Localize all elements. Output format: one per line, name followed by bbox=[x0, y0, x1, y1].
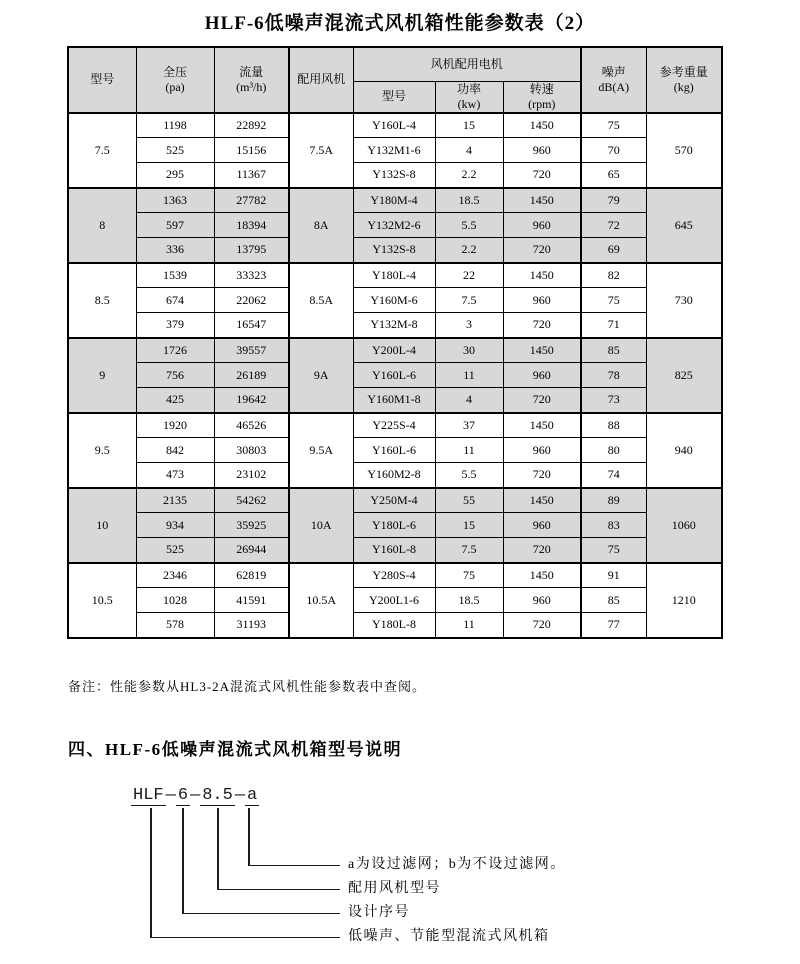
fan-cell: 9.5A bbox=[289, 413, 353, 488]
speed-cell: 960 bbox=[503, 288, 581, 313]
motor-model-cell: Y160M-6 bbox=[353, 288, 435, 313]
pressure-cell: 473 bbox=[136, 463, 214, 488]
connector-line-vertical-2 bbox=[182, 808, 184, 914]
model-code-dash: — bbox=[165, 786, 176, 805]
pressure-cell: 842 bbox=[136, 438, 214, 463]
flow-cell: 46526 bbox=[214, 413, 289, 438]
model-code-series: 6 bbox=[177, 786, 189, 805]
header-row-1 bbox=[68, 47, 722, 81]
connector-line-vertical-1 bbox=[150, 808, 152, 938]
table-row bbox=[68, 563, 722, 588]
motor-model-cell: Y250M-4 bbox=[353, 488, 435, 513]
noise-cell: 79 bbox=[581, 188, 646, 213]
table-row bbox=[68, 513, 722, 538]
noise-cell: 85 bbox=[581, 588, 646, 613]
noise-cell: 69 bbox=[581, 238, 646, 263]
col-header-noise: 噪声 dB(A) bbox=[581, 47, 646, 113]
power-cell: 37 bbox=[435, 413, 503, 438]
speed-cell: 720 bbox=[503, 613, 581, 638]
pressure-cell: 1920 bbox=[136, 413, 214, 438]
flow-cell: 23102 bbox=[214, 463, 289, 488]
power-cell: 4 bbox=[435, 138, 503, 163]
fan-cell: 8.5A bbox=[289, 263, 353, 338]
motor-model-cell: Y160L-4 bbox=[353, 113, 435, 138]
flow-cell: 33323 bbox=[214, 263, 289, 288]
speed-cell: 1450 bbox=[503, 188, 581, 213]
model-cell: 10.5 bbox=[68, 563, 136, 638]
table-row bbox=[68, 113, 722, 138]
table-row bbox=[68, 163, 722, 188]
pressure-cell: 756 bbox=[136, 363, 214, 388]
flow-cell: 13795 bbox=[214, 238, 289, 263]
model-cell: 9.5 bbox=[68, 413, 136, 488]
fan-cell: 10A bbox=[289, 488, 353, 563]
pressure-cell: 336 bbox=[136, 238, 214, 263]
table-row bbox=[68, 263, 722, 288]
model-code-dash: — bbox=[234, 786, 246, 805]
callout-label-box-type: 低噪声、节能型混流式风机箱 bbox=[348, 929, 550, 944]
motor-model-cell: Y180M-4 bbox=[353, 188, 435, 213]
flow-cell: 54262 bbox=[214, 488, 289, 513]
fan-cell: 8A bbox=[289, 188, 353, 263]
noise-cell: 73 bbox=[581, 388, 646, 413]
speed-cell: 720 bbox=[503, 388, 581, 413]
power-cell: 18.5 bbox=[435, 588, 503, 613]
fan-cell: 10.5A bbox=[289, 563, 353, 638]
col-header-fan: 配用风机 bbox=[289, 47, 353, 113]
noise-cell: 85 bbox=[581, 338, 646, 363]
table-row bbox=[68, 388, 722, 413]
footnote: 备注：性能参数从HL3-2A混流式风机性能参数表中查阅。 bbox=[68, 679, 427, 694]
table-row bbox=[68, 288, 722, 313]
table-row bbox=[68, 463, 722, 488]
weight-cell: 1210 bbox=[646, 563, 722, 638]
weight-cell: 1060 bbox=[646, 488, 722, 563]
model-cell: 7.5 bbox=[68, 113, 136, 188]
table-row bbox=[68, 438, 722, 463]
model-cell: 10 bbox=[68, 488, 136, 563]
power-cell: 30 bbox=[435, 338, 503, 363]
table-row bbox=[68, 613, 722, 638]
motor-model-cell: Y180L-6 bbox=[353, 513, 435, 538]
motor-model-cell: Y160L-8 bbox=[353, 538, 435, 563]
flow-cell: 16547 bbox=[214, 313, 289, 338]
noise-cell: 75 bbox=[581, 288, 646, 313]
col-header-motor-model: 型号 bbox=[353, 81, 435, 113]
flow-cell: 39557 bbox=[214, 338, 289, 363]
callout-label-filter: a为设过滤网；b为不设过滤网。 bbox=[348, 857, 566, 872]
flow-cell: 11367 bbox=[214, 163, 289, 188]
col-header-power: 功率 (kw) bbox=[435, 81, 503, 113]
pressure-cell: 1363 bbox=[136, 188, 214, 213]
noise-cell: 72 bbox=[581, 213, 646, 238]
motor-model-cell: Y200L-4 bbox=[353, 338, 435, 363]
flow-cell: 19642 bbox=[214, 388, 289, 413]
power-cell: 11 bbox=[435, 438, 503, 463]
table-row bbox=[68, 138, 722, 163]
motor-model-cell: Y200L1-6 bbox=[353, 588, 435, 613]
pressure-cell: 525 bbox=[136, 138, 214, 163]
noise-cell: 74 bbox=[581, 463, 646, 488]
noise-cell: 83 bbox=[581, 513, 646, 538]
pressure-cell: 934 bbox=[136, 513, 214, 538]
speed-cell: 1450 bbox=[503, 488, 581, 513]
power-cell: 11 bbox=[435, 363, 503, 388]
speed-cell: 1450 bbox=[503, 563, 581, 588]
section-heading: 四、HLF-6低噪声混流式风机箱型号说明 bbox=[68, 740, 403, 759]
pressure-cell: 597 bbox=[136, 213, 214, 238]
flow-cell: 22892 bbox=[214, 113, 289, 138]
power-cell: 75 bbox=[435, 563, 503, 588]
speed-cell: 960 bbox=[503, 363, 581, 388]
connector-line-vertical-3 bbox=[217, 808, 219, 890]
pressure-cell: 2346 bbox=[136, 563, 214, 588]
model-code-prefix: HLF bbox=[133, 786, 164, 805]
pressure-cell: 525 bbox=[136, 538, 214, 563]
flow-cell: 30803 bbox=[214, 438, 289, 463]
connector-line-horizontal-1 bbox=[150, 937, 340, 939]
motor-model-cell: Y132M-8 bbox=[353, 313, 435, 338]
noise-cell: 82 bbox=[581, 263, 646, 288]
weight-cell: 940 bbox=[646, 413, 722, 488]
pressure-cell: 674 bbox=[136, 288, 214, 313]
speed-cell: 720 bbox=[503, 463, 581, 488]
col-header-model: 型号 bbox=[68, 47, 136, 113]
power-cell: 55 bbox=[435, 488, 503, 513]
pressure-cell: 1198 bbox=[136, 113, 214, 138]
motor-model-cell: Y132M2-6 bbox=[353, 213, 435, 238]
power-cell: 7.5 bbox=[435, 538, 503, 563]
flow-cell: 27782 bbox=[214, 188, 289, 213]
model-cell: 8.5 bbox=[68, 263, 136, 338]
motor-model-cell: Y160L-6 bbox=[353, 363, 435, 388]
pressure-cell: 1726 bbox=[136, 338, 214, 363]
table-row bbox=[68, 188, 722, 213]
noise-cell: 75 bbox=[581, 538, 646, 563]
pressure-cell: 578 bbox=[136, 613, 214, 638]
page-title: HLF-6低噪声混流式风机箱性能参数表（2） bbox=[204, 13, 596, 34]
flow-cell: 31193 bbox=[214, 613, 289, 638]
power-cell: 11 bbox=[435, 613, 503, 638]
flow-cell: 15156 bbox=[214, 138, 289, 163]
speed-cell: 960 bbox=[503, 138, 581, 163]
motor-model-cell: Y180L-4 bbox=[353, 263, 435, 288]
weight-cell: 730 bbox=[646, 263, 722, 338]
model-code bbox=[131, 786, 259, 805]
speed-cell: 1450 bbox=[503, 338, 581, 363]
speed-cell: 960 bbox=[503, 588, 581, 613]
flow-cell: 22062 bbox=[214, 288, 289, 313]
motor-model-cell: Y160L-6 bbox=[353, 438, 435, 463]
flow-cell: 41591 bbox=[214, 588, 289, 613]
speed-cell: 960 bbox=[503, 513, 581, 538]
pressure-cell: 425 bbox=[136, 388, 214, 413]
weight-cell: 645 bbox=[646, 188, 722, 263]
table-row bbox=[68, 538, 722, 563]
weight-cell: 570 bbox=[646, 113, 722, 188]
power-cell: 22 bbox=[435, 263, 503, 288]
power-cell: 5.5 bbox=[435, 463, 503, 488]
speed-cell: 720 bbox=[503, 238, 581, 263]
power-cell: 18.5 bbox=[435, 188, 503, 213]
speed-cell: 960 bbox=[503, 213, 581, 238]
speed-cell: 720 bbox=[503, 163, 581, 188]
motor-model-cell: Y180L-8 bbox=[353, 613, 435, 638]
speed-cell: 1450 bbox=[503, 113, 581, 138]
power-cell: 15 bbox=[435, 113, 503, 138]
col-header-motor-group: 风机配用电机 bbox=[353, 47, 581, 81]
table-row bbox=[68, 413, 722, 438]
motor-model-cell: Y160M2-8 bbox=[353, 463, 435, 488]
table-row bbox=[68, 213, 722, 238]
flow-cell: 35925 bbox=[214, 513, 289, 538]
pressure-cell: 1539 bbox=[136, 263, 214, 288]
motor-model-cell: Y225S-4 bbox=[353, 413, 435, 438]
noise-cell: 71 bbox=[581, 313, 646, 338]
power-cell: 2.2 bbox=[435, 238, 503, 263]
speed-cell: 1450 bbox=[503, 413, 581, 438]
speed-cell: 960 bbox=[503, 438, 581, 463]
col-header-pressure: 全压 (pa) bbox=[136, 47, 214, 113]
model-code-dash: — bbox=[190, 786, 201, 805]
speed-cell: 720 bbox=[503, 313, 581, 338]
noise-cell: 65 bbox=[581, 163, 646, 188]
power-cell: 15 bbox=[435, 513, 503, 538]
noise-cell: 75 bbox=[581, 113, 646, 138]
weight-cell: 825 bbox=[646, 338, 722, 413]
col-header-speed: 转速 (rpm) bbox=[503, 81, 581, 113]
col-header-weight: 参考重量 (kg) bbox=[646, 47, 722, 113]
fan-cell: 9A bbox=[289, 338, 353, 413]
pressure-cell: 379 bbox=[136, 313, 214, 338]
noise-cell: 78 bbox=[581, 363, 646, 388]
power-cell: 4 bbox=[435, 388, 503, 413]
flow-cell: 18394 bbox=[214, 213, 289, 238]
table-row bbox=[68, 588, 722, 613]
motor-model-cell: Y132M1-6 bbox=[353, 138, 435, 163]
performance-table bbox=[67, 46, 723, 639]
motor-model-cell: Y160M1-8 bbox=[353, 388, 435, 413]
connector-line-horizontal-3 bbox=[217, 889, 340, 891]
noise-cell: 80 bbox=[581, 438, 646, 463]
connector-line-horizontal-4 bbox=[248, 865, 340, 867]
connector-line-vertical-4 bbox=[248, 808, 250, 866]
motor-model-cell: Y280S-4 bbox=[353, 563, 435, 588]
power-cell: 3 bbox=[435, 313, 503, 338]
flow-cell: 26189 bbox=[214, 363, 289, 388]
noise-cell: 91 bbox=[581, 563, 646, 588]
speed-cell: 1450 bbox=[503, 263, 581, 288]
model-code-suffix: a bbox=[247, 786, 258, 805]
callout-label-design-number: 设计序号 bbox=[348, 905, 410, 920]
noise-cell: 77 bbox=[581, 613, 646, 638]
col-header-flow: 流量 (m³/h) bbox=[214, 47, 289, 113]
connector-line-horizontal-2 bbox=[182, 913, 340, 915]
fan-cell: 7.5A bbox=[289, 113, 353, 188]
pressure-cell: 295 bbox=[136, 163, 214, 188]
motor-model-cell: Y132S-8 bbox=[353, 238, 435, 263]
noise-cell: 89 bbox=[581, 488, 646, 513]
pressure-cell: 2135 bbox=[136, 488, 214, 513]
flow-cell: 26944 bbox=[214, 538, 289, 563]
performance-table-body bbox=[68, 113, 722, 638]
table-row bbox=[68, 338, 722, 363]
speed-cell: 720 bbox=[503, 538, 581, 563]
noise-cell: 88 bbox=[581, 413, 646, 438]
model-cell: 8 bbox=[68, 188, 136, 263]
callout-label-fan-model: 配用风机型号 bbox=[348, 881, 441, 896]
model-code-size: 8.5 bbox=[202, 786, 233, 805]
pressure-cell: 1028 bbox=[136, 588, 214, 613]
noise-cell: 70 bbox=[581, 138, 646, 163]
motor-model-cell: Y132S-8 bbox=[353, 163, 435, 188]
flow-cell: 62819 bbox=[214, 563, 289, 588]
model-cell: 9 bbox=[68, 338, 136, 413]
table-row bbox=[68, 363, 722, 388]
power-cell: 7.5 bbox=[435, 288, 503, 313]
power-cell: 2.2 bbox=[435, 163, 503, 188]
power-cell: 5.5 bbox=[435, 213, 503, 238]
table-row bbox=[68, 488, 722, 513]
table-row bbox=[68, 313, 722, 338]
table-row bbox=[68, 238, 722, 263]
